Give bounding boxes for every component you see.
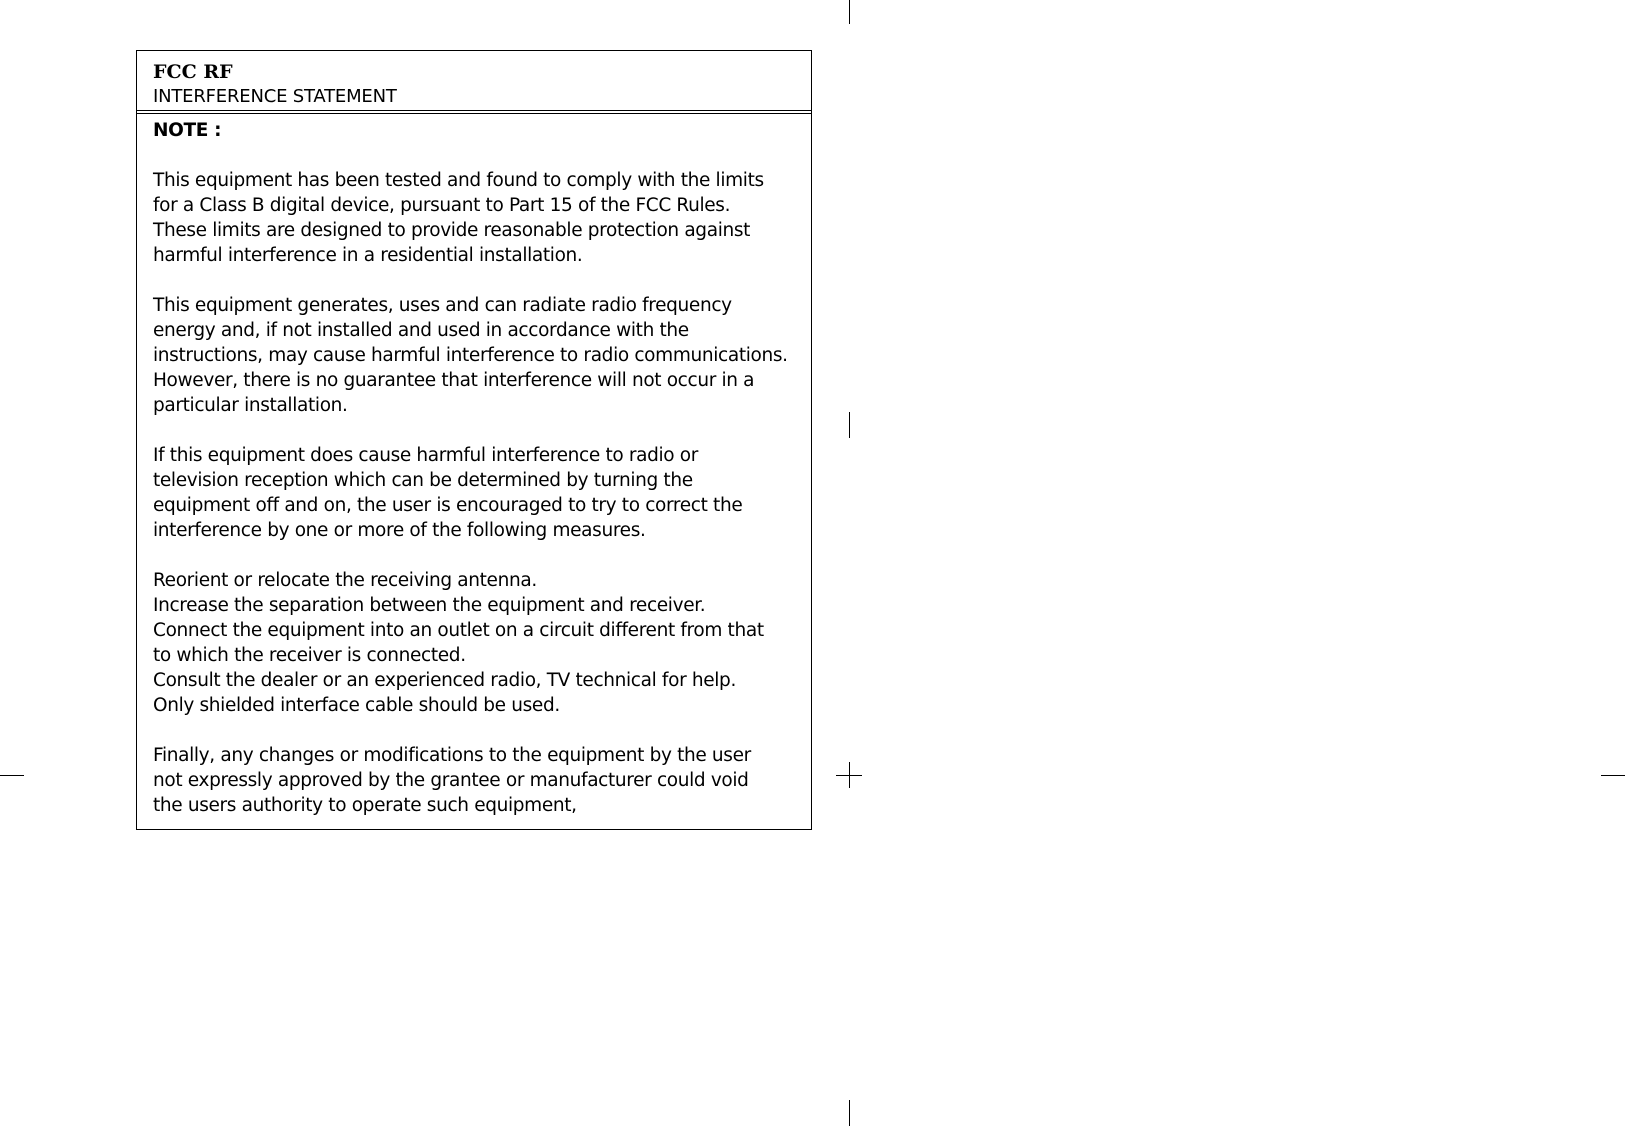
paragraph-line: for a Class B digital device, pursuant to Part 15 of the FCC Rules. — [153, 195, 731, 216]
modifications-paragraph — [153, 743, 805, 818]
crop-mark-bottom-center — [849, 1100, 850, 1126]
measure-item: Reorient or relocate the receiving antenna. — [153, 570, 537, 591]
paragraph-line: equipment off and on, the user is encouraged to try to correct the — [153, 495, 743, 516]
crop-mark-top-center — [849, 0, 850, 24]
paragraph-line: However, there is no guarantee that interference will not occur in a — [153, 370, 755, 391]
measure-item: Connect the equipment into an outlet on a circuit different from that — [153, 620, 764, 641]
statement-body — [153, 118, 805, 818]
paragraph-line: harmful interference in a residential installation. — [153, 245, 583, 266]
statement-subtitle: INTERFERENCE STATEMENT — [153, 86, 397, 107]
paragraph-line: energy and, if not installed and used in accordance with the — [153, 320, 689, 341]
paragraph-line: Finally, any changes or modifications to the equipment by the user — [153, 745, 751, 766]
paragraph-line: interference by one or more of the following measures. — [153, 520, 646, 541]
paragraph-line: This equipment has been tested and found to comply with the limits — [153, 170, 764, 191]
registration-mark-horizontal — [836, 775, 862, 776]
compliance-paragraph — [153, 168, 805, 268]
statement-header — [137, 51, 811, 114]
measure-item: Only shielded interface cable should be used. — [153, 695, 560, 716]
paragraph-line: If this equipment does cause harmful interference to radio or — [153, 445, 698, 466]
paragraph-line: instructions, may cause harmful interference to radio communications. — [153, 345, 788, 366]
paragraph-line: not expressly approved by the grantee or manufacturer could void — [153, 770, 749, 791]
note-heading: NOTE : — [153, 120, 222, 141]
fcc-statement-box — [136, 50, 812, 830]
paragraph-line: television reception which can be determined by turning the — [153, 470, 693, 491]
crop-mark-right — [1601, 775, 1625, 776]
crop-mark-left — [0, 775, 24, 776]
crop-mark-middle-center — [849, 412, 850, 438]
paragraph-line: This equipment generates, uses and can radiate radio frequency — [153, 295, 732, 316]
interference-paragraph — [153, 443, 805, 543]
measure-item: Consult the dealer or an experienced radio, TV technical for help. — [153, 670, 736, 691]
measure-item: Increase the separation between the equipment and receiver. — [153, 595, 706, 616]
paragraph-line: particular installation. — [153, 395, 348, 416]
statement-title: FCC RF — [153, 61, 233, 83]
paragraph-line: These limits are designed to provide reasonable protection against — [153, 220, 751, 241]
measures-list — [153, 568, 805, 718]
radiation-paragraph — [153, 293, 805, 418]
paragraph-line: the users authority to operate such equipment, — [153, 795, 577, 816]
measure-item: to which the receiver is connected. — [153, 645, 466, 666]
